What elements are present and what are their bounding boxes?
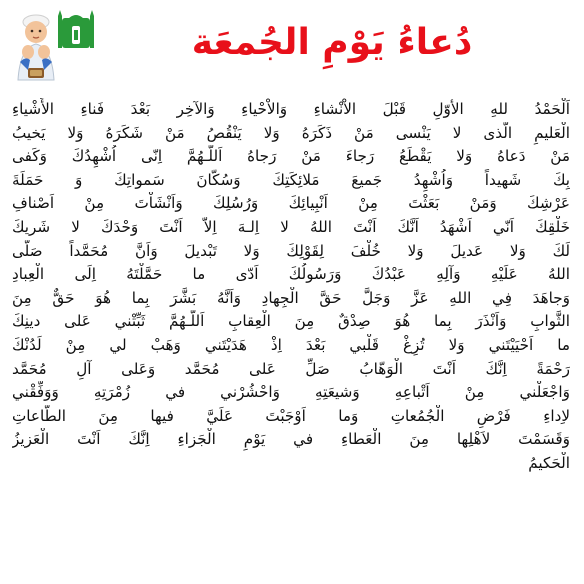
prayer-line: عَرْشِكَ وَمَنْ بَعَثْتَ مِنْ اَنْبِيائِكَ وَرُسُلِكَ وَاَنْشَاْتَ مِنْ اَصْنافِ bbox=[12, 194, 570, 213]
prayer-line: بِكَ شَهيداً وَاُشْهِدُ جَميعَ مَلائِكَتِكَ وَسُكّانَ سَمواتِكَ وَ حَمَلَةَ bbox=[12, 170, 570, 189]
mosque-badge-icon bbox=[58, 10, 94, 48]
prayer-line: الْعَليمِ الّذى لا يَنْسى مَنْ ذَكَرَهُ وَلا يَنْقُصُ مَنْ شَكَرَهُ وَلا يَخيبُ bbox=[12, 123, 570, 142]
prayer-text bbox=[12, 98, 570, 476]
prayer-line: ما اَحْيَيْتَني وَلا تُزِغْ قَلْبي بَعْدَ اِذْ هَدَيْتَني وَهَبْ لي مِنْ لَدُنْكَ bbox=[12, 335, 570, 354]
prayer-line: رَحْمَةً اِنَّكَ اَنْتَ الْوَهّابُ صَلِّ عَلى مُحَمَّد وَعَلى آلِ مُحَمَّد bbox=[12, 359, 570, 378]
prayer-line: الثَّوابِ وَاَنْذَرَ بِما هُوَ صِدْقٌ مِنَ الْعِقابِ اَللّـهُمَّ ثَبِّتْني عَلى دينِكَ bbox=[12, 312, 570, 331]
prayer-line: وَقَسَمْتَ لاَهْلِها مِنَ الْعَطاءِ في يَوْمِ الْجَزاءِ اِنَّكَ اَنْتَ الْعَزيزُ bbox=[12, 430, 570, 449]
prayer-line: لَكَ وَلا عَديلَ وَلا خُلْفَ لِقَوْلِكَ وَلا تَبْديلَ وَاَنَّ مُحَمَّداً صَلّى bbox=[12, 241, 570, 260]
prayer-line: اللهُ عَلَيْهِ وَآلِهِ عَبْدُكَ وَرَسُولُكَ اَدّى ما حَمَّلْتَهُ اِلَى الْعِبادِ bbox=[12, 265, 570, 284]
praying-child-icon bbox=[6, 4, 98, 82]
prayer-line: وَجاهَدَ فِي اللهِ عَزَّ وَجَلَّ حَقَّ الْجِهادِ وَاَنَّهُ بَشَّرَ بِما هُوَ حَقٌّ مِنَ bbox=[12, 288, 570, 307]
prayer-line: وَاجْعَلْني مِنْ اَتْباعِهِ وَشيعَتِهِ وَاحْشُرْني في زُمْرَتِهِ وَوَفِّقْني bbox=[12, 383, 570, 402]
prayer-line: الْحَكيمُ bbox=[528, 453, 570, 472]
prayer-line: لاِداءِ فَرْضِ الْجُمُعاتِ وَما اَوْجَبْتَ عَلَيَّ فيها مِنَ الطّاعاتِ bbox=[12, 406, 570, 425]
prayer-line: مَنْ دَعاهُ وَلا يَقْطَعُ رَجاءَ مَنْ رَجاهُ اَللّـهُمَّ اِنّى اُشْهِدُكَ وَكَفى bbox=[12, 147, 570, 166]
header bbox=[0, 0, 584, 86]
page-title: دُعاءُ يَوْمِ الجُمعَة bbox=[191, 22, 473, 63]
prayer-line: اَلْحَمْدُ للهِ الأوّلِ قَبْلَ الاْنْشاءِ وَالاْحْياءِ وَالآخِر بَعْدَ فَناءِ الأَشْياءِ bbox=[12, 100, 570, 118]
prayer-line: خَلْقِكَ اَنّي اَشْهَدُ اَنَّكَ اَنْتَ اللهُ لا اِلـهَ اِلاّ اَنْتَ وَحْدَكَ لا شَريكَ bbox=[12, 217, 570, 236]
